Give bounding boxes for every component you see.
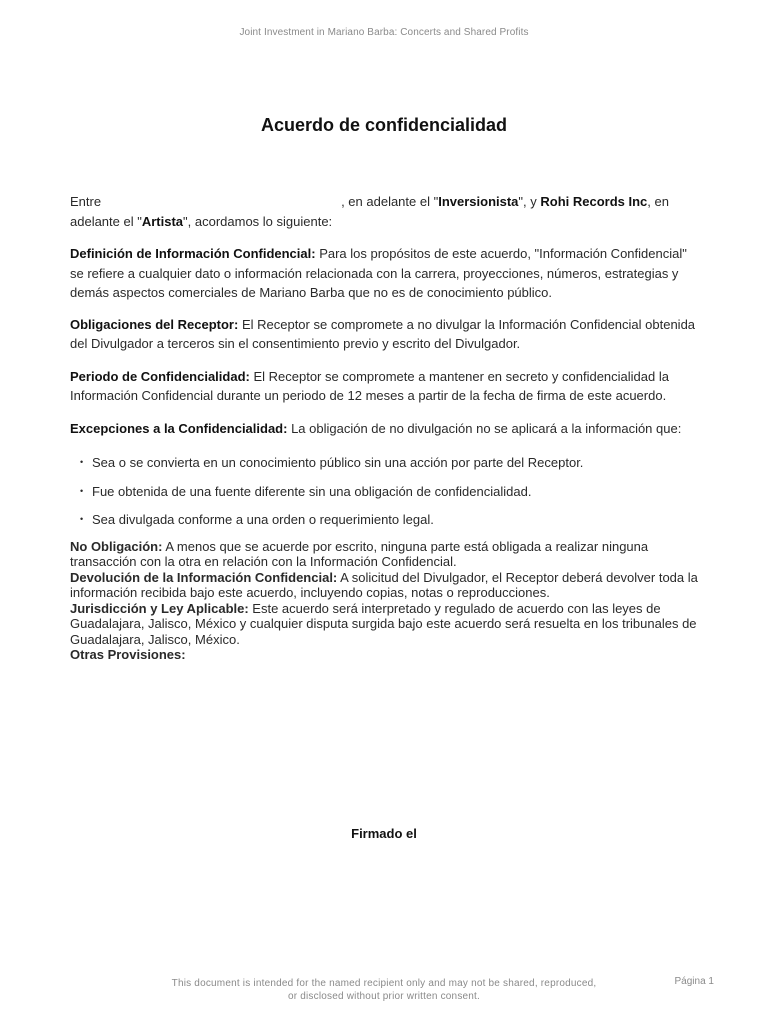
list-item-text: Sea divulgada conforme a una orden o requerimiento legal. [92, 512, 434, 527]
list-item [70, 453, 700, 472]
section-obligaciones [70, 315, 700, 354]
signed-label: Firmado el [351, 826, 417, 841]
bullet-icon: • [80, 485, 84, 496]
section-excepciones-heading: Excepciones a la Confidencialidad: [70, 420, 288, 436]
footer-disclaimer [150, 977, 618, 1003]
list-item [70, 482, 700, 501]
intro-text-end: ", acordamos lo siguiente: [183, 213, 333, 229]
section-otras-heading: Otras Provisiones: [70, 647, 186, 662]
page-header: Joint Investment in Mariano Barba: Concerts and Shared Profits [239, 27, 529, 38]
investor-term: Inversionista [438, 194, 519, 209]
section-definicion-heading: Definición de Información Confidencial: [70, 246, 316, 261]
section-periodo [70, 367, 700, 406]
page-number: Página 1 [674, 976, 714, 987]
section-periodo-text: El Receptor se compromete a mantener en secreto y confidencialidad la Información Confidencial durante un periodo de 12 meses a partir de la fecha de firma de este acuerdo. [70, 368, 669, 403]
list-item-text: Sea o se convierta en un conocimiento público sin una acción por parte del Receptor. [92, 455, 584, 470]
intro-text-1: , en adelante el " [341, 194, 439, 209]
section-jurisdiccion-heading: Jurisdicción y Ley Aplicable: [70, 600, 249, 616]
bullet-icon: • [80, 457, 84, 467]
section-definicion-text: Para los propósitos de este acuerdo, "Información Confidencial" se refiere a cualquier dato o información relacionada con la carrera, proyecciones, números, estrategias y demás aspectos comerciales de Mariano Barba que no es de conocimiento público. [70, 246, 687, 300]
intro-paragraph [70, 192, 700, 231]
section-definicion [70, 244, 700, 303]
section-devolucion-heading: Devolución de la Información Confidencial: [70, 569, 338, 585]
artist-term: Artista [141, 213, 184, 229]
document-body [70, 192, 700, 663]
section-jurisdiccion-text: Este acuerdo será interpretado y regulado de acuerdo con las leyes de Guadalajara, Jalisco, México y cualquier disputa surgida bajo este acuerdo será resuelta en los tribunales de Guadalajara, Jalisco, México. [70, 600, 697, 647]
section-no-obligacion-heading: No Obligación: [70, 538, 163, 554]
section-no-obligacion-text: A menos que se acuerde por escrito, ninguna parte está obligada a realizar ninguna transacción con la otra en relación con la Información Confidencial. [70, 538, 649, 569]
document-title: Acuerdo de confidencialidad [260, 115, 508, 135]
section-obligaciones-text: El Receptor se compromete a no divulgar la Información Confidencial obtenida del Divulgador a terceros sin el consentimiento previo y escrito del Divulgador. [70, 316, 696, 351]
company-name: Rohi Records Inc [540, 194, 648, 209]
section-devolucion-text: A solicitud del Divulgador, el Receptor deberá devolver toda la información recibida bajo este acuerdo, incluyendo copias, notas o reproducciones. [70, 569, 698, 600]
bullet-icon: • [80, 514, 84, 524]
exceptions-list [70, 453, 700, 529]
footer-line-2: or disclosed without prior written consent. [287, 991, 481, 1002]
intro-text-3: , en adelante el " [70, 194, 669, 229]
section-excepciones-text: La obligación de no divulgación no se aplicará a la información que: [287, 420, 682, 436]
list-item-text: Fue obtenida de una fuente diferente sin una obligación de confidencialidad. [92, 483, 532, 499]
section-otras [70, 647, 700, 663]
footer-line-1: This document is intended for the named recipient only and may not be shared, reproduced, [171, 978, 597, 989]
section-periodo-heading: Periodo de Confidencialidad: [70, 368, 250, 384]
section-devolucion [70, 570, 700, 601]
intro-text-2: ", y [518, 194, 541, 209]
list-item [70, 510, 700, 529]
section-no-obligacion [70, 539, 700, 570]
section-obligaciones-heading: Obligaciones del Receptor: [70, 316, 239, 332]
section-excepciones [70, 419, 700, 439]
intro-entre: Entre [70, 194, 102, 209]
section-jurisdiccion [70, 601, 700, 648]
